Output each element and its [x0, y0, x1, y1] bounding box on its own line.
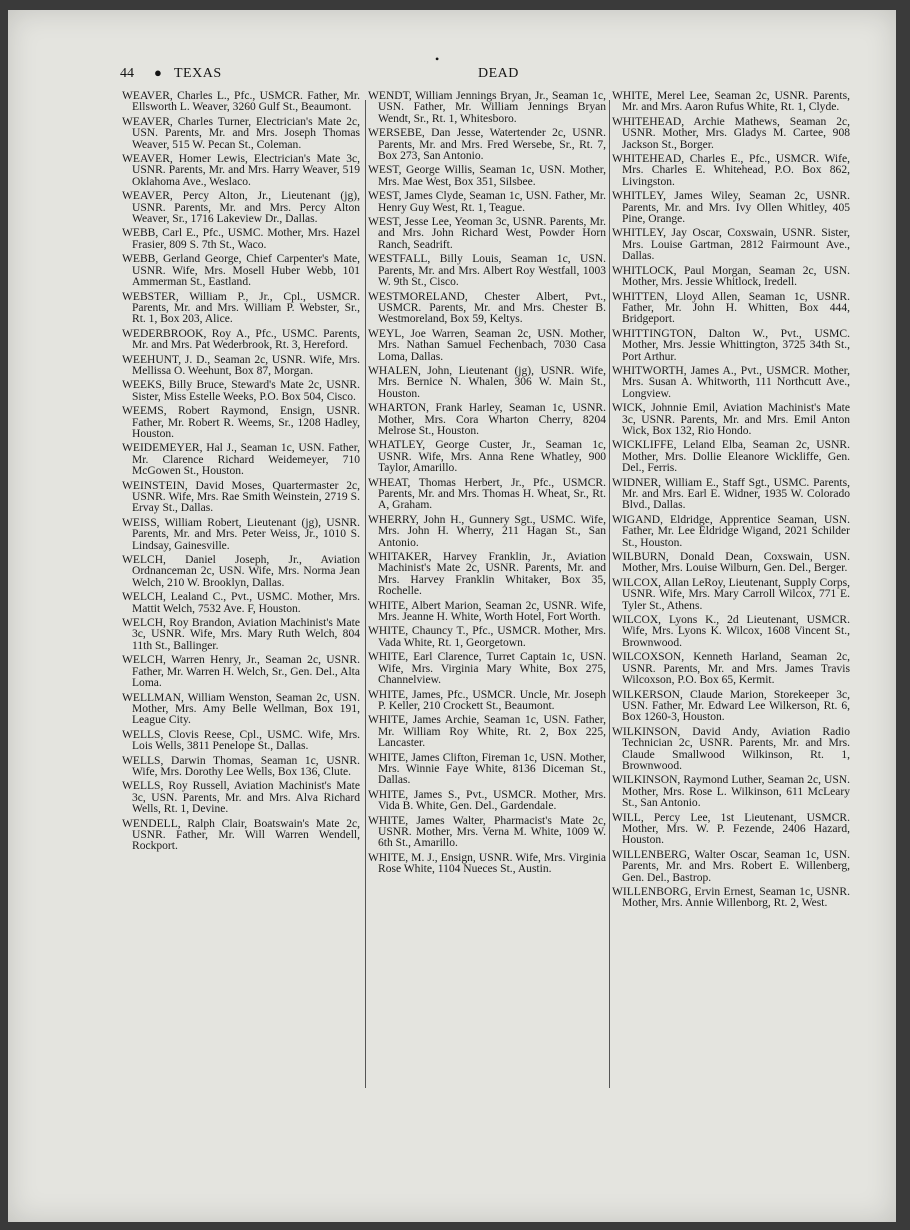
- casualty-entry: WEISS, William Robert, Lieutenant (jg), USNR. Parents, Mr. and Mrs. Peter Weiss, Jr., 1010 S. Lindsay, Gainesville.: [122, 516, 360, 552]
- column-1: [122, 91, 360, 856]
- casualty-entry: WHITE, Merel Lee, Seaman 2c, USNR. Parents, Mr. and Mrs. Aaron Rufus White, Rt. 1, Clyde.: [612, 90, 850, 114]
- casualty-entry: WILLENBERG, Walter Oscar, Seaman 1c, USN. Parents, Mr. and Mrs. Robert E. Willenberg, Gen. Del., Bastrop.: [612, 848, 850, 884]
- casualty-entry: WEST, James Clyde, Seaman 1c, USN. Father, Mr. Henry Guy West, Rt. 1, Teague.: [368, 190, 606, 214]
- casualty-entry: WEBB, Gerland George, Chief Carpenter's Mate, USNR. Wife, Mrs. Mosell Huber Webb, 101 Ammerman St., Eastland.: [122, 253, 360, 289]
- casualty-entry: WENDT, William Jennings Bryan, Jr., Seaman 1c, USN. Father, Mr. William Jennings Bryan Wendt, Sr., Rt. 1, Whitesboro.: [368, 90, 606, 125]
- casualty-entry: WEAVER, Charles L., Pfc., USMCR. Father, Mr. Ellsworth L. Weaver, 3260 Gulf St., Beaumont.: [122, 90, 360, 114]
- casualty-entry: WEST, Jesse Lee, Yeoman 3c, USNR. Parents, Mr. and Mrs. John Richard West, Powder Horn Ranch, Seadrift.: [368, 216, 606, 251]
- casualty-entry: WHITE, James Archie, Seaman 1c, USN. Father, Mr. William Roy White, Rt. 2, Box 225, Lancaster.: [368, 714, 606, 750]
- casualty-entry: WEBB, Carl E., Pfc., USMC. Mother, Mrs. Hazel Frasier, 809 S. 7th St., Waco.: [122, 227, 360, 251]
- header-bullet: ●: [154, 65, 162, 80]
- header-mark: •: [435, 52, 440, 66]
- casualty-entry: WEEHUNT, J. D., Seaman 2c, USNR. Wife, Mrs. Mellissa O. Weehunt, Box 87, Morgan.: [122, 353, 360, 377]
- page-title: DEAD: [478, 66, 519, 81]
- casualty-entry: WELLS, Roy Russell, Aviation Machinist's Mate 3c, USN. Parents, Mr. and Mrs. Alva Richard Wells, Rt. 1, Devine.: [122, 780, 360, 816]
- casualty-entry: WEST, George Willis, Seaman 1c, USN. Mother, Mrs. Mae West, Box 351, Silsbee.: [368, 164, 606, 188]
- casualty-entry: WHITLOCK, Paul Morgan, Seaman 2c, USN. Mother, Mrs. Jessie Whitlock, Iredell.: [612, 264, 850, 289]
- casualty-entry: WEBSTER, William P., Jr., Cpl., USMCR. Parents, Mr. and Mrs. William P. Webster, Sr., Rt. 1, Box 203, Alice.: [122, 290, 360, 326]
- casualty-entry: WEAVER, Charles Turner, Electrician's Mate 2c, USN. Parents, Mr. and Mrs. Joseph Thomas Weaver, 515 W. Pecan St., Coleman.: [122, 115, 360, 151]
- casualty-entry: WILKINSON, David Andy, Aviation Radio Technician 2c, USNR. Parents, Mr. and Mrs. Claude Smallwood Wilkinson, Rt. 1, Brownwood.: [612, 725, 850, 772]
- casualty-entry: WHITE, James S., Pvt., USMCR. Mother, Mrs. Vida B. White, Gen. Del., Gardendale.: [368, 788, 606, 813]
- page-number: 44: [120, 66, 134, 81]
- casualty-entry: WILKINSON, Raymond Luther, Seaman 2c, USN. Mother, Mrs. Rose L. Wilkinson, 611 McLeary St., San Antonio.: [612, 774, 850, 810]
- casualty-entry: WILLENBORG, Ervin Ernest, Seaman 1c, USNR. Mother, Mrs. Annie Willenborg, Rt. 2, West.: [612, 886, 850, 910]
- casualty-entry: WEYL, Joe Warren, Seaman 2c, USN. Mother, Mrs. Nathan Samuel Fechenbach, 7030 Casa Loma, Dallas.: [368, 327, 606, 363]
- casualty-entry: WHITE, Chauncy T., Pfc., USMCR. Mother, Mrs. Vada White, Rt. 1, Georgetown.: [368, 625, 606, 649]
- casualty-entry: WEDERBROOK, Roy A., Pfc., USMC. Parents, Mr. and Mrs. Pat Wederbrook, Rt. 3, Hereford.: [122, 327, 360, 352]
- casualty-entry: WHITE, Albert Marion, Seaman 2c, USNR. Wife, Mrs. Jeanne H. White, Worth Hotel, Fort Worth.: [368, 599, 606, 624]
- casualty-entry: WILCOX, Lyons K., 2d Lieutenant, USMCR. Wife, Mrs. Lyons K. Wilcox, 1608 Vincent St., Brownwood.: [612, 614, 850, 649]
- casualty-entry: WILCOXSON, Kenneth Harland, Seaman 2c, USNR. Parents, Mr. and Mrs. James Travis Wilcoxson, P.O. Box 65, Kermit.: [612, 651, 850, 687]
- casualty-entry: WHERRY, John H., Gunnery Sgt., USMC. Wife, Mrs. John H. Wherry, 211 Hagan St., San Antonio.: [368, 513, 606, 549]
- casualty-entry: WIDNER, William E., Staff Sgt., USMC. Parents, Mr. and Mrs. Earl E. Widner, 1935 W. Colorado Blvd., Dallas.: [612, 476, 850, 512]
- casualty-entry: WHATLEY, George Custer, Jr., Seaman 1c, USNR. Wife, Mrs. Anna Rene Whatley, 900 Taylor, Amarillo.: [368, 439, 606, 475]
- casualty-entry: WEAVER, Homer Lewis, Electrician's Mate 3c, USNR. Parents, Mr. and Mrs. Harry Weaver, 519 Oklahoma Ave., Weslaco.: [122, 153, 360, 188]
- casualty-entry: WELLS, Darwin Thomas, Seaman 1c, USNR. Wife, Mrs. Dorothy Lee Wells, Box 136, Clute.: [122, 754, 360, 778]
- casualty-entry: WILL, Percy Lee, 1st Lieutenant, USMCR. Mother, Mrs. W. P. Fezende, 2406 Hazard, Houston.: [612, 811, 850, 847]
- casualty-entry: WHITTINGTON, Dalton W., Pvt., USMC. Mother, Mrs. Jessie Whittington, 3725 34th St., Port Arthur.: [612, 327, 850, 363]
- casualty-entry: WELLMAN, William Wenston, Seaman 2c, USN. Mother, Mrs. Amy Belle Wellman, Box 191, League City.: [122, 691, 360, 727]
- casualty-entry: WEINSTEIN, David Moses, Quartermaster 2c, USNR. Wife, Mrs. Rae Smith Weinstein, 2719 S. Ervay St., Dallas.: [122, 479, 360, 515]
- casualty-entry: WHITTEN, Lloyd Allen, Seaman 1c, USNR. Father, Mr. John H. Whitten, Box 444, Bridgeport.: [612, 290, 850, 326]
- casualty-entry: WELLS, Clovis Reese, Cpl., USMC. Wife, Mrs. Lois Wells, 3811 Penelope St., Dallas.: [122, 728, 360, 753]
- column-3: [612, 91, 850, 913]
- column-divider: [609, 100, 610, 1088]
- casualty-entry: WELCH, Warren Henry, Jr., Seaman 2c, USNR. Father, Mr. Warren H. Welch, Sr., Gen. Del., Alta Loma.: [122, 654, 360, 690]
- casualty-entry: WHARTON, Frank Harley, Seaman 1c, USNR. Mother, Mrs. Cora Wharton Cherry, 8204 Melrose St., Houston.: [368, 402, 606, 437]
- casualty-entry: WHITE, James Walter, Pharmacist's Mate 2c, USNR. Mother, Mrs. Verna M. White, 1009 W. 6th St., Amarillo.: [368, 814, 606, 850]
- casualty-entry: WELCH, Daniel Joseph, Jr., Aviation Ordnanceman 2c, USN. Wife, Mrs. Norma Jean Welch, 210 W. Brooklyn, Dallas.: [122, 554, 360, 589]
- casualty-entry: WILCOX, Allan LeRoy, Lieutenant, Supply Corps, USNR. Wife, Mrs. Mary Carroll Wilcox, 771 E. Tyler St., Athens.: [612, 576, 850, 612]
- casualty-entry: WIGAND, Eldridge, Apprentice Seaman, USN. Father, Mr. Lee Eldridge Wigand, 2021 Schilder St., Houston.: [612, 513, 850, 549]
- casualty-entry: WHITLEY, Jay Oscar, Coxswain, USNR. Sister, Mrs. Louise Gartman, 2812 Fairmount Ave., Dallas.: [612, 227, 850, 263]
- casualty-entry: WELCH, Lealand C., Pvt., USMC. Mother, Mrs. Mattit Welch, 7532 Ave. F, Houston.: [122, 591, 360, 615]
- casualty-entry: WILKERSON, Claude Marion, Storekeeper 3c, USN. Father, Mr. Edward Lee Wilkerson, Rt. 6, Box 1260-3, Houston.: [612, 688, 850, 724]
- state-name: TEXAS: [174, 66, 222, 81]
- column-divider: [365, 100, 366, 1088]
- casualty-entry: WHITE, Earl Clarence, Turret Captain 1c, USN. Wife, Mrs. Virginia Mary White, Box 275, Channelview.: [368, 651, 606, 687]
- casualty-entry: WHITE, James, Pfc., USMCR. Uncle, Mr. Joseph P. Keller, 210 Crockett St., Beaumont.: [368, 688, 606, 712]
- casualty-entry: WESTMORELAND, Chester Albert, Pvt., USMCR. Parents, Mr. and Mrs. Chester B. Westmoreland, Box 59, Keltys.: [368, 290, 606, 326]
- casualty-entry: WHITE, M. J., Ensign, USNR. Wife, Mrs. Virginia Rose White, 1104 Nueces St., Austin.: [368, 851, 606, 876]
- casualty-entry: WEEKS, Billy Bruce, Steward's Mate 2c, USNR. Sister, Miss Estelle Weeks, P.O. Box 504, Cisco.: [122, 379, 360, 403]
- casualty-entry: WILBURN, Donald Dean, Coxswain, USN. Mother, Mrs. Louise Wilburn, Gen. Del., Berger.: [612, 551, 850, 575]
- casualty-entry: WELCH, Roy Brandon, Aviation Machinist's Mate 3c, USNR. Wife, Mrs. Mary Ruth Welch, 804 11th St., Ballinger.: [122, 617, 360, 652]
- casualty-entry: WENDELL, Ralph Clair, Boatswain's Mate 2c, USNR. Father, Mr. Will Warren Wendell, Rockport.: [122, 817, 360, 853]
- casualty-entry: WHALEN, John, Lieutenant (jg), USNR. Wife, Mrs. Bernice N. Whalen, 306 W. Main St., Houston.: [368, 364, 606, 400]
- column-2: [368, 91, 606, 879]
- casualty-entry: WHITEHEAD, Charles E., Pfc., USMCR. Wife, Mrs. Charles E. Whitehead, P.O. Box 862, Livingston.: [612, 153, 850, 188]
- casualty-entry: WERSEBE, Dan Jesse, Watertender 2c, USNR. Parents, Mr. and Mrs. Fred Wersebe, Sr., Rt. 7, Box 273, San Antonio.: [368, 127, 606, 163]
- page-header: [120, 52, 820, 86]
- casualty-entry: WHITWORTH, James A., Pvt., USMCR. Mother, Mrs. Susan A. Whitworth, 111 Northcutt Ave., Longview.: [612, 364, 850, 400]
- casualty-entry: WEIDEMEYER, Hal J., Seaman 1c, USN. Father, Mr. Clarence Richard Weidemeyer, 710 McGowen St., Houston.: [122, 442, 360, 478]
- casualty-entry: WEAVER, Percy Alton, Jr., Lieutenant (jg), USNR. Parents, Mr. and Mrs. Percy Alton Weaver, Sr., 1716 Lakeview Dr., Dallas.: [122, 190, 360, 226]
- casualty-entry: WEEMS, Robert Raymond, Ensign, USNR. Father, Mr. Robert R. Weems, Sr., 1208 Hadley, Houston.: [122, 405, 360, 440]
- casualty-entry: WHITAKER, Harvey Franklin, Jr., Aviation Machinist's Mate 2c, USNR. Parents, Mr. and Mrs. Harvey Franklin Whitaker, Box 35, Rochelle.: [368, 551, 606, 598]
- casualty-entry: WICK, Johnnie Emil, Aviation Machinist's Mate 3c, USNR. Parents, Mr. and Mrs. Emil Anton Wick, Box 132, Rio Hondo.: [612, 402, 850, 437]
- casualty-entry: WHEAT, Thomas Herbert, Jr., Pfc., USMCR. Parents, Mr. and Mrs. Thomas H. Wheat, Sr., Rt. A, Graham.: [368, 476, 606, 512]
- document-page: [8, 10, 896, 1222]
- casualty-entry: WHITLEY, James Wiley, Seaman 2c, USNR. Parents, Mr. and Mrs. Ivy Ollen Whitley, 405 Pine, Orange.: [612, 190, 850, 226]
- casualty-entry: WICKLIFFE, Leland Elba, Seaman 2c, USNR. Mother, Mrs. Dollie Eleanore Wickliffe, Gen. Del., Ferris.: [612, 439, 850, 475]
- casualty-entry: WHITE, James Clifton, Fireman 1c, USN. Mother, Mrs. Winnie Faye White, 8136 Diceman St., Dallas.: [368, 751, 606, 787]
- casualty-entry: WESTFALL, Billy Louis, Seaman 1c, USN. Parents, Mr. and Mrs. Albert Roy Westfall, 1003 W. 9th St., Cisco.: [368, 253, 606, 289]
- casualty-entry: WHITEHEAD, Archie Mathews, Seaman 2c, USNR. Mother, Mrs. Gladys M. Cartee, 908 Jackson St., Borger.: [612, 115, 850, 151]
